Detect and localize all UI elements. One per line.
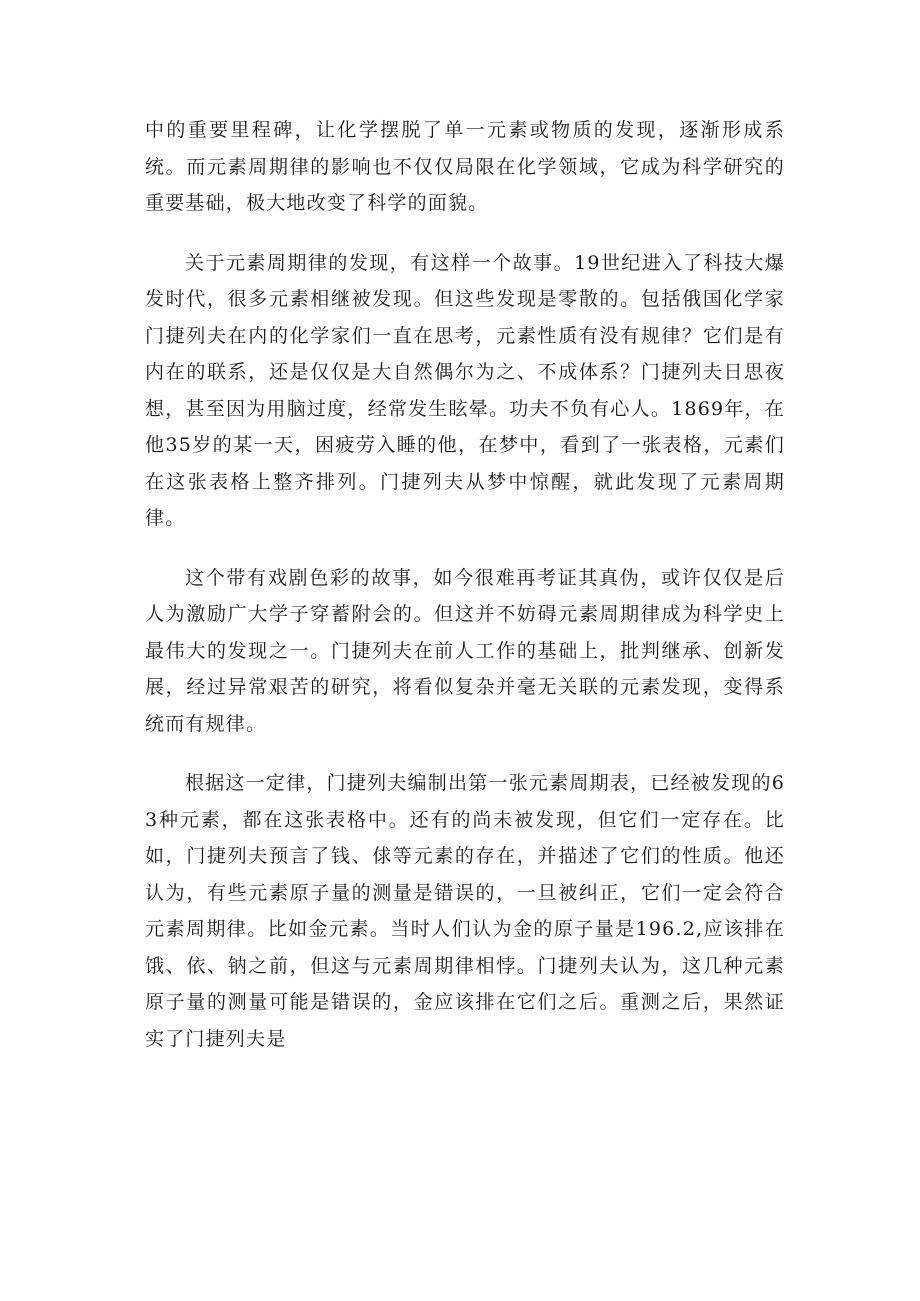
document-body (145, 112, 785, 1057)
paragraph-1: 中的重要里程碑，让化学摆脱了单一元素或物质的发现，逐渐形成系统。而元素周期律的影响也不仅仅局限在化学领域，它成为科学研究的重要基础，极大地改变了科学的面貌。 (145, 119, 785, 214)
paragraph-2: 关于元素周期律的发现，有这样一个故事。19世纪进入了科技大爆发时代，很多元素相继被发现。但这些发现是零散的。包括俄国化学家门捷列夫在内的化学家们一直在思考，元素性质有没有规律？它们是有内在的联系，还是仅仅是大自然偶尔为之、不成体系？门捷列夫日思夜想，甚至因为用脑过度，经常发生眩晕。功夫不负有心人。1869年，在他35岁的某一天，困疲劳入睡的他，在梦中，看到了一张表格，元素们在这张表格上整齐排列。门捷列夫从梦中惊醒，就此发现了元素周期律。 (145, 251, 785, 529)
paragraph-4: 根据这一定律，门捷列夫编制出第一张元素周期表，已经被发现的63种元素，都在这张表格中。还有的尚未被发现，但它们一定存在。比如，门捷列夫预言了钱、俅等元素的存在，并描述了它们的性质。他还认为，有些元素原子量的测量是错误的，一旦被纠正，它们一定会符合元素周期律。比如金元素。当时人们认为金的原子量是196.2,应该排在饿、依、钠之前，但这与元素周期律相悖。门捷列夫认为，这几种元素原子量的测量可能是错误的，金应该排在它们之后。重测之后，果然证实了门捷列夫是 (145, 772, 785, 1050)
paragraph-3: 这个带有戏剧色彩的故事，如今很难再考证其真伪，或许仅仅是后人为激励广大学子穿蓄附会的。但这并不妨碍元素周期律成为科学史上最伟大的发现之一。门捷列夫在前人工作的基础上，批判继承、创新发展，经过异常艰苦的研究，将看似复杂并毫无关联的元素发现，变得系统而有规律。 (145, 566, 785, 735)
